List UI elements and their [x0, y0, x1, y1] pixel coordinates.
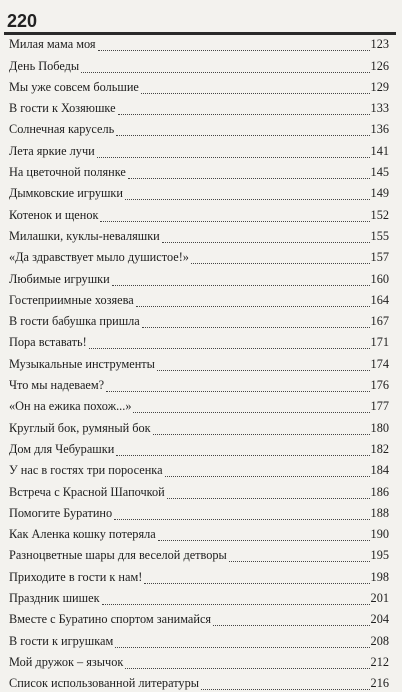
toc-entry [9, 628, 389, 649]
toc-entry [9, 138, 389, 159]
toc-entry [9, 543, 389, 564]
toc-entry-page: 133 [370, 101, 389, 116]
toc-entry-page: 176 [370, 378, 389, 393]
toc-entry [9, 181, 389, 202]
toc-entry [9, 437, 389, 458]
toc-entry-page: 152 [370, 207, 389, 222]
dot-leader [165, 475, 370, 477]
toc-entry-title: Помогите Буратино [9, 505, 113, 520]
dot-leader [97, 156, 370, 158]
toc-entry-title: Любимые игрушки [9, 271, 110, 286]
toc-entry [9, 415, 389, 436]
table-of-contents [9, 32, 389, 692]
dot-leader [81, 71, 369, 73]
toc-entry-page: 145 [370, 165, 389, 180]
dot-leader [100, 220, 369, 222]
dot-leader [114, 518, 369, 520]
toc-entry [9, 32, 389, 53]
dot-leader [141, 92, 370, 94]
toc-entry-title: В гости к Хозяюшке [9, 101, 116, 116]
toc-entry [9, 394, 389, 415]
toc-entry-page: 149 [370, 186, 389, 201]
toc-entry-page: 182 [370, 441, 389, 456]
toc-entry-page: 180 [370, 420, 389, 435]
toc-entry [9, 117, 389, 138]
toc-entry [9, 458, 389, 479]
dot-leader [115, 646, 369, 648]
toc-entry-title: Лета яркие лучи [9, 143, 95, 158]
toc-entry [9, 224, 389, 245]
page-number: 220 [7, 11, 38, 31]
toc-entry [9, 650, 389, 671]
toc-entry-title: Котенок и щенок [9, 207, 99, 222]
dot-leader [158, 539, 370, 541]
toc-entry-page: 216 [370, 676, 389, 691]
dot-leader [162, 241, 370, 243]
dot-leader [157, 369, 370, 371]
dot-leader [106, 390, 369, 392]
toc-entry-title: «Он на ежика похож...» [9, 399, 132, 414]
toc-entry-title: «Да здравствует мыло душистое!» [9, 250, 189, 265]
toc-entry-page: 174 [370, 356, 389, 371]
toc-entry-page: 195 [370, 548, 389, 563]
dot-leader [201, 688, 370, 690]
toc-entry-title: Круглый бок, румяный бок [9, 420, 151, 435]
dot-leader [118, 113, 370, 115]
toc-entry-title: Праздник шишек [9, 591, 100, 606]
toc-entry [9, 564, 389, 585]
toc-entry-title: Что мы надеваем? [9, 378, 105, 393]
toc-entry-page: 123 [370, 37, 389, 52]
dot-leader [153, 433, 370, 435]
toc-entry [9, 330, 389, 351]
dot-leader [125, 198, 370, 200]
dot-leader [116, 454, 369, 456]
toc-entry-title: Вместе с Буратино спортом занимайся [9, 612, 212, 627]
toc-entry-title: На цветочной полянке [9, 165, 126, 180]
toc-entry-title: Разноцветные шары для веселой детворы [9, 548, 227, 563]
toc-entry-page: 190 [370, 527, 389, 542]
toc-entry-page: 136 [370, 122, 389, 137]
toc-entry-title: У нас в гостях три поросенка [9, 463, 163, 478]
toc-entry-title: Милашки, куклы-неваляшки [9, 228, 160, 243]
toc-entry-title: Солнечная карусель [9, 122, 115, 137]
toc-entry-page: 212 [370, 654, 389, 669]
toc-entry [9, 309, 389, 330]
toc-entry-title: Приходите в гости к нам! [9, 569, 143, 584]
toc-entry [9, 160, 389, 181]
toc-entry-page: 186 [370, 484, 389, 499]
toc-entry-page: 167 [370, 314, 389, 329]
dot-leader [144, 582, 369, 584]
toc-entry [9, 202, 389, 223]
toc-entry-title: Дымковские игрушки [9, 186, 123, 201]
toc-entry-page: 141 [370, 143, 389, 158]
toc-entry-title: Мы уже совсем большие [9, 79, 139, 94]
toc-entry [9, 245, 389, 266]
dot-leader [213, 624, 369, 626]
dot-leader [112, 284, 370, 286]
dot-leader [98, 49, 370, 51]
toc-entry [9, 501, 389, 522]
toc-entry-page: 129 [370, 79, 389, 94]
toc-entry [9, 671, 389, 692]
dot-leader [142, 326, 370, 328]
toc-entry-page: 184 [370, 463, 389, 478]
toc-entry [9, 373, 389, 394]
toc-entry-page: 208 [370, 633, 389, 648]
toc-entry-page: 157 [370, 250, 389, 265]
dot-leader [136, 305, 370, 307]
toc-entry-title: Список использованной литературы [9, 676, 199, 691]
toc-entry [9, 607, 389, 628]
toc-entry-page: 126 [370, 58, 389, 73]
toc-entry [9, 479, 389, 500]
toc-entry-title: Милая мама моя [9, 37, 96, 52]
toc-entry-page: 201 [370, 591, 389, 606]
toc-entry-title: Как Аленка кошку потеряла [9, 527, 156, 542]
toc-entry-title: Гостеприимные хозяева [9, 292, 134, 307]
toc-entry-title: Музыкальные инструменты [9, 356, 155, 371]
dot-leader [102, 603, 370, 605]
toc-entry-title: Пора вставать! [9, 335, 87, 350]
toc-entry [9, 266, 389, 287]
toc-entry-page: 204 [370, 612, 389, 627]
toc-entry [9, 522, 389, 543]
toc-entry-page: 155 [370, 228, 389, 243]
toc-entry-title: В гости бабушка пришла [9, 314, 140, 329]
toc-entry-page: 164 [370, 292, 389, 307]
dot-leader [229, 560, 370, 562]
toc-entry-title: Встреча с Красной Шапочкой [9, 484, 165, 499]
toc-entry [9, 288, 389, 309]
toc-entry [9, 75, 389, 96]
toc-entry-page: 177 [370, 399, 389, 414]
toc-entry-title: День Победы [9, 58, 80, 73]
dot-leader [191, 262, 370, 264]
toc-entry-page: 160 [370, 271, 389, 286]
toc-entry [9, 96, 389, 117]
dot-leader [128, 177, 370, 179]
dot-leader [133, 411, 369, 413]
toc-entry [9, 53, 389, 74]
dot-leader [89, 347, 370, 349]
dot-leader [116, 134, 369, 136]
toc-entry-page: 198 [370, 569, 389, 584]
toc-entry-page: 171 [370, 335, 389, 350]
toc-entry [9, 586, 389, 607]
toc-entry [9, 351, 389, 372]
dot-leader [125, 667, 369, 669]
dot-leader [167, 497, 370, 499]
toc-entry-title: Мой дружок – язычок [9, 654, 124, 669]
toc-entry-title: Дом для Чебурашки [9, 441, 115, 456]
toc-entry-page: 188 [370, 505, 389, 520]
toc-entry-title: В гости к игрушкам [9, 633, 114, 648]
